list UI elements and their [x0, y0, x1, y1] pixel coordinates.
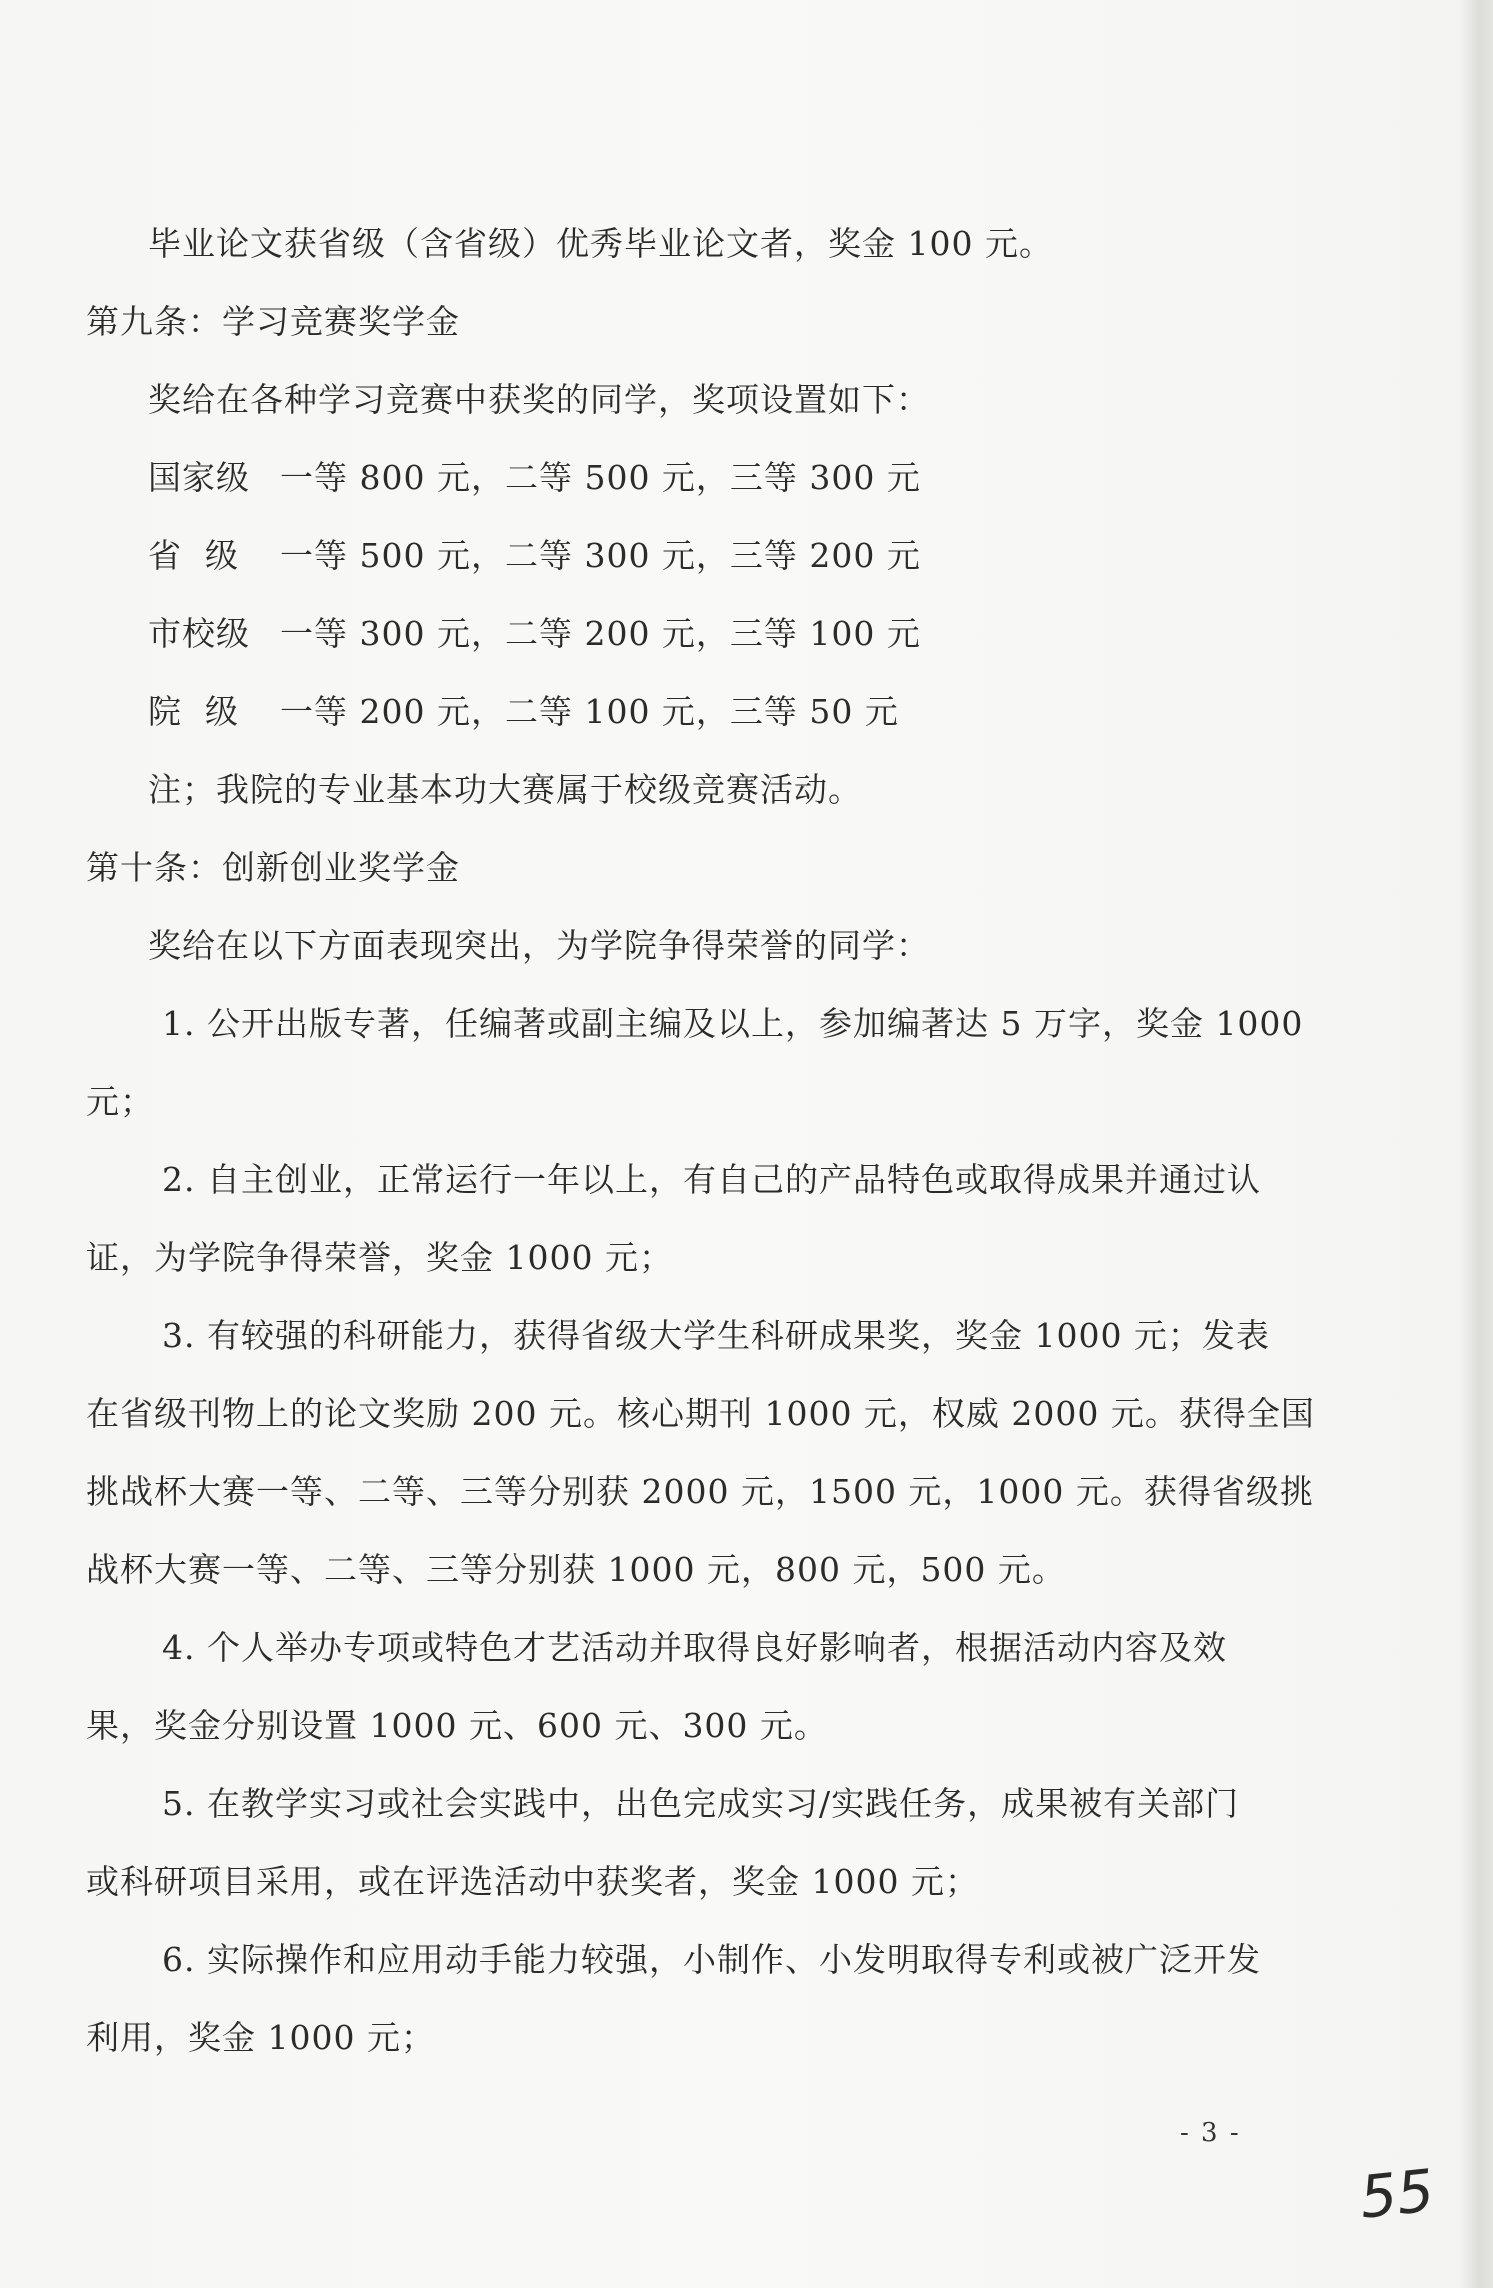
- page-edge-shadow: [1459, 0, 1493, 2288]
- award-row-college: [86, 673, 1236, 751]
- award-prizes: 一等 500 元，二等 300 元，三等 200 元: [280, 536, 921, 575]
- item-1-line-1: 1. 公开出版专著，任编著或副主编及以上，参加编著达 5 万字，奖金 1000: [162, 1004, 1304, 1043]
- item-3-line-2: 在省级刊物上的论文奖励 200 元。核心期刊 1000 元，权威 2000 元。获得全国: [86, 1394, 1315, 1433]
- award-level: 院 级: [148, 692, 239, 731]
- item-2-line-1: 2. 自主创业，正常运行一年以上，有自己的产品特色或取得成果并通过认: [162, 1160, 1261, 1199]
- item-3-line-4: 战杯大赛一等、二等、三等分别获 1000 元，800 元，500 元。: [86, 1550, 1066, 1589]
- item-6-line-2: 利用，奖金 1000 元；: [86, 2018, 435, 2057]
- article-9-title: 第九条：学习竞赛奖学金: [86, 302, 460, 341]
- note-paragraph: 注；我院的专业基本功大赛属于校级竞赛活动。: [148, 770, 862, 809]
- document-body: [86, 205, 1315, 2077]
- item-4-line-1: 4. 个人举办专项或特色才艺活动并取得良好影响者，根据活动内容及效: [162, 1628, 1227, 1667]
- article-10-title: 第十条：创新创业奖学金: [86, 848, 460, 887]
- item-6-line-1: 6. 实际操作和应用动手能力较强，小制作、小发明取得专利或被广泛开发: [162, 1940, 1261, 1979]
- award-level: 市校级: [148, 614, 250, 653]
- handwritten-page-mark: 55: [1356, 2156, 1438, 2232]
- article-9-intro: 奖给在各种学习竞赛中获奖的同学，奖项设置如下：: [148, 380, 930, 419]
- page-number: - 3 -: [1180, 2118, 1241, 2148]
- award-prizes: 一等 300 元，二等 200 元，三等 100 元: [280, 614, 921, 653]
- item-1-line-2: 元；: [86, 1082, 154, 1121]
- award-prizes: 一等 200 元，二等 100 元，三等 50 元: [280, 692, 899, 731]
- award-row-provincial: [86, 517, 1236, 595]
- item-3-line-3: 挑战杯大赛一等、二等、三等分别获 2000 元，1500 元，1000 元。获得省级挑: [86, 1472, 1314, 1511]
- award-prizes: 一等 800 元，二等 500 元，三等 300 元: [280, 458, 921, 497]
- article-10-intro: 奖给在以下方面表现突出，为学院争得荣誉的同学：: [148, 926, 930, 965]
- item-4-line-2: 果，奖金分别设置 1000 元、600 元、300 元。: [86, 1706, 828, 1745]
- paragraph-thesis-award: 毕业论文获省级（含省级）优秀毕业论文者，奖金 100 元。: [148, 224, 1053, 263]
- item-5-line-2: 或科研项目采用，或在评选活动中获奖者，奖金 1000 元；: [86, 1862, 979, 1901]
- award-level: 国家级: [148, 458, 250, 497]
- item-5-line-1: 5. 在教学实习或社会实践中，出色完成实习/实践任务，成果被有关部门: [162, 1784, 1240, 1823]
- award-level: 省 级: [148, 536, 239, 575]
- item-3-line-1: 3. 有较强的科研能力，获得省级大学生科研成果奖，奖金 1000 元；发表: [162, 1316, 1270, 1355]
- item-2-line-2: 证，为学院争得荣誉，奖金 1000 元；: [86, 1238, 673, 1277]
- award-row-national: [86, 439, 1236, 517]
- award-row-city-school: [86, 595, 1236, 673]
